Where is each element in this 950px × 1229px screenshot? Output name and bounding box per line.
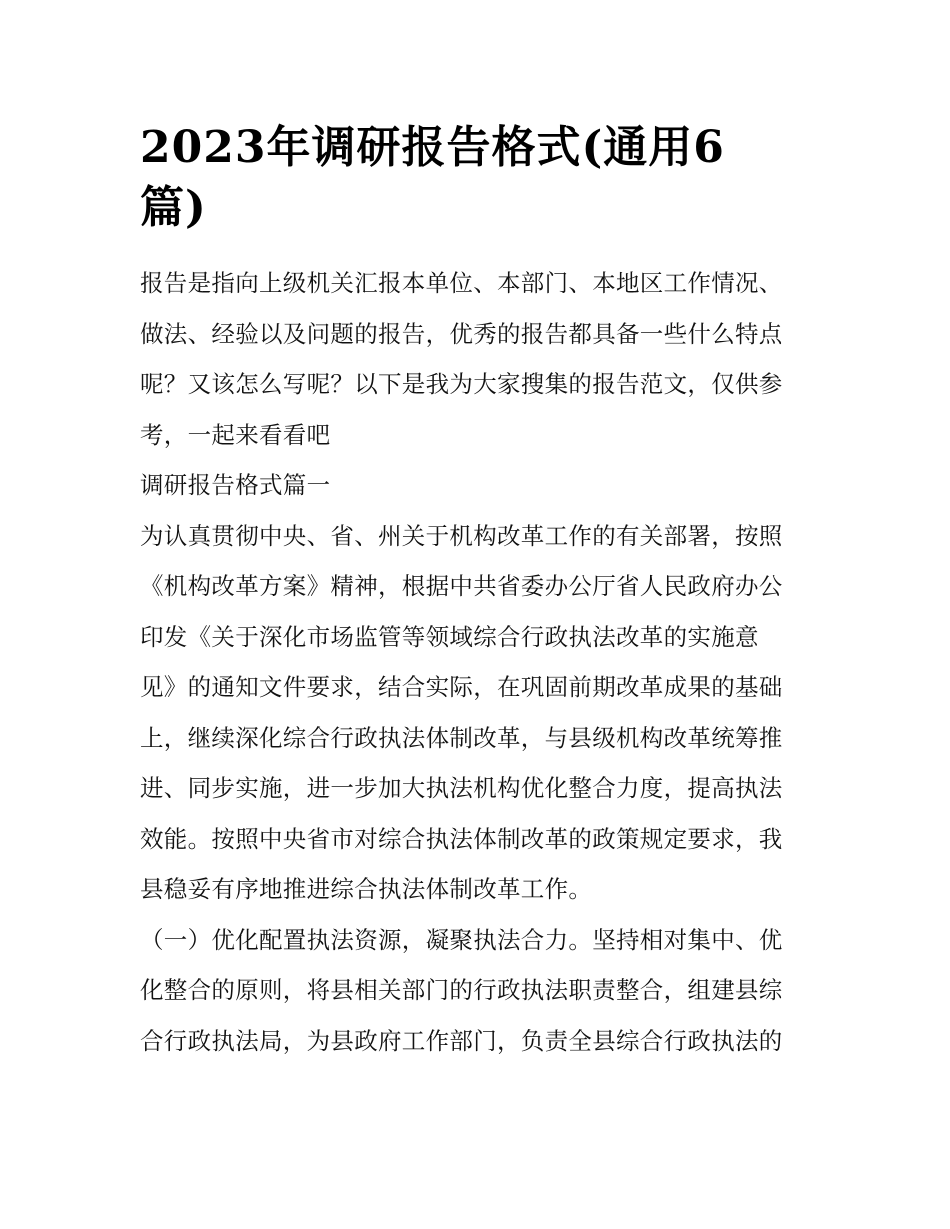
intro-line-4: 考，一起来看看吧 — [140, 420, 331, 449]
paragraph-2-line-2: 化整合的原则，将县相关部门的行政执法职责整合，组建县综 — [140, 976, 783, 1004]
document-body — [140, 258, 814, 1066]
title-line-2: 篇) — [140, 182, 207, 233]
intro-line-3: 呢？又该怎么写呢？以下是我为大家搜集的报告范文，仅供参 — [140, 370, 783, 398]
document-content — [140, 118, 814, 1066]
paragraph-1-line-4: 见》的通知文件要求，结合实际，在巩固前期改革成果的基础 — [140, 673, 783, 701]
paragraph-2-line-3: 合行政执法局，为县政府工作部门，负责全县综合行政执法的 — [140, 1026, 783, 1055]
paragraph-1-line-2: 《机构改革方案》精神，根据中共省委办公厅省人民政府办公 — [140, 572, 783, 600]
section-heading: 调研报告格式篇一 — [140, 471, 331, 499]
paragraph-1-line-6: 进、同步实施，进一步加大执法机构优化整合力度，提高执法 — [140, 774, 783, 802]
paragraph-2-line-1: （一）优化配置执法资源，凝聚执法合力。坚持相对集中、优 — [140, 925, 783, 954]
paragraph-1-line-3: 印发《关于深化市场监管等领域综合行政执法改革的实施意 — [140, 622, 759, 651]
paragraph-1-line-1: 为认真贯彻中央、省、州关于机构改革工作的有关部署，按照 — [140, 521, 783, 550]
intro-line-1: 报告是指向上级机关汇报本单位、本部门、本地区工作情况、 — [140, 269, 783, 297]
paragraph-1-line-8: 县稳妥有序地推进综合执法体制改革工作。 — [140, 875, 593, 903]
paragraph-1-line-5: 上，继续深化综合行政执法体制改革，与县级机构改革统筹推 — [140, 723, 783, 752]
paragraph-1-line-7: 效能。按照中央省市对综合执法体制改革的政策规定要求，我 — [140, 824, 783, 853]
document-title — [140, 118, 814, 238]
intro-line-2: 做法、经验以及问题的报告，优秀的报告都具备一些什么特点 — [140, 319, 783, 348]
title-line-1: 2023年调研报告格式(通用6 — [140, 122, 725, 173]
